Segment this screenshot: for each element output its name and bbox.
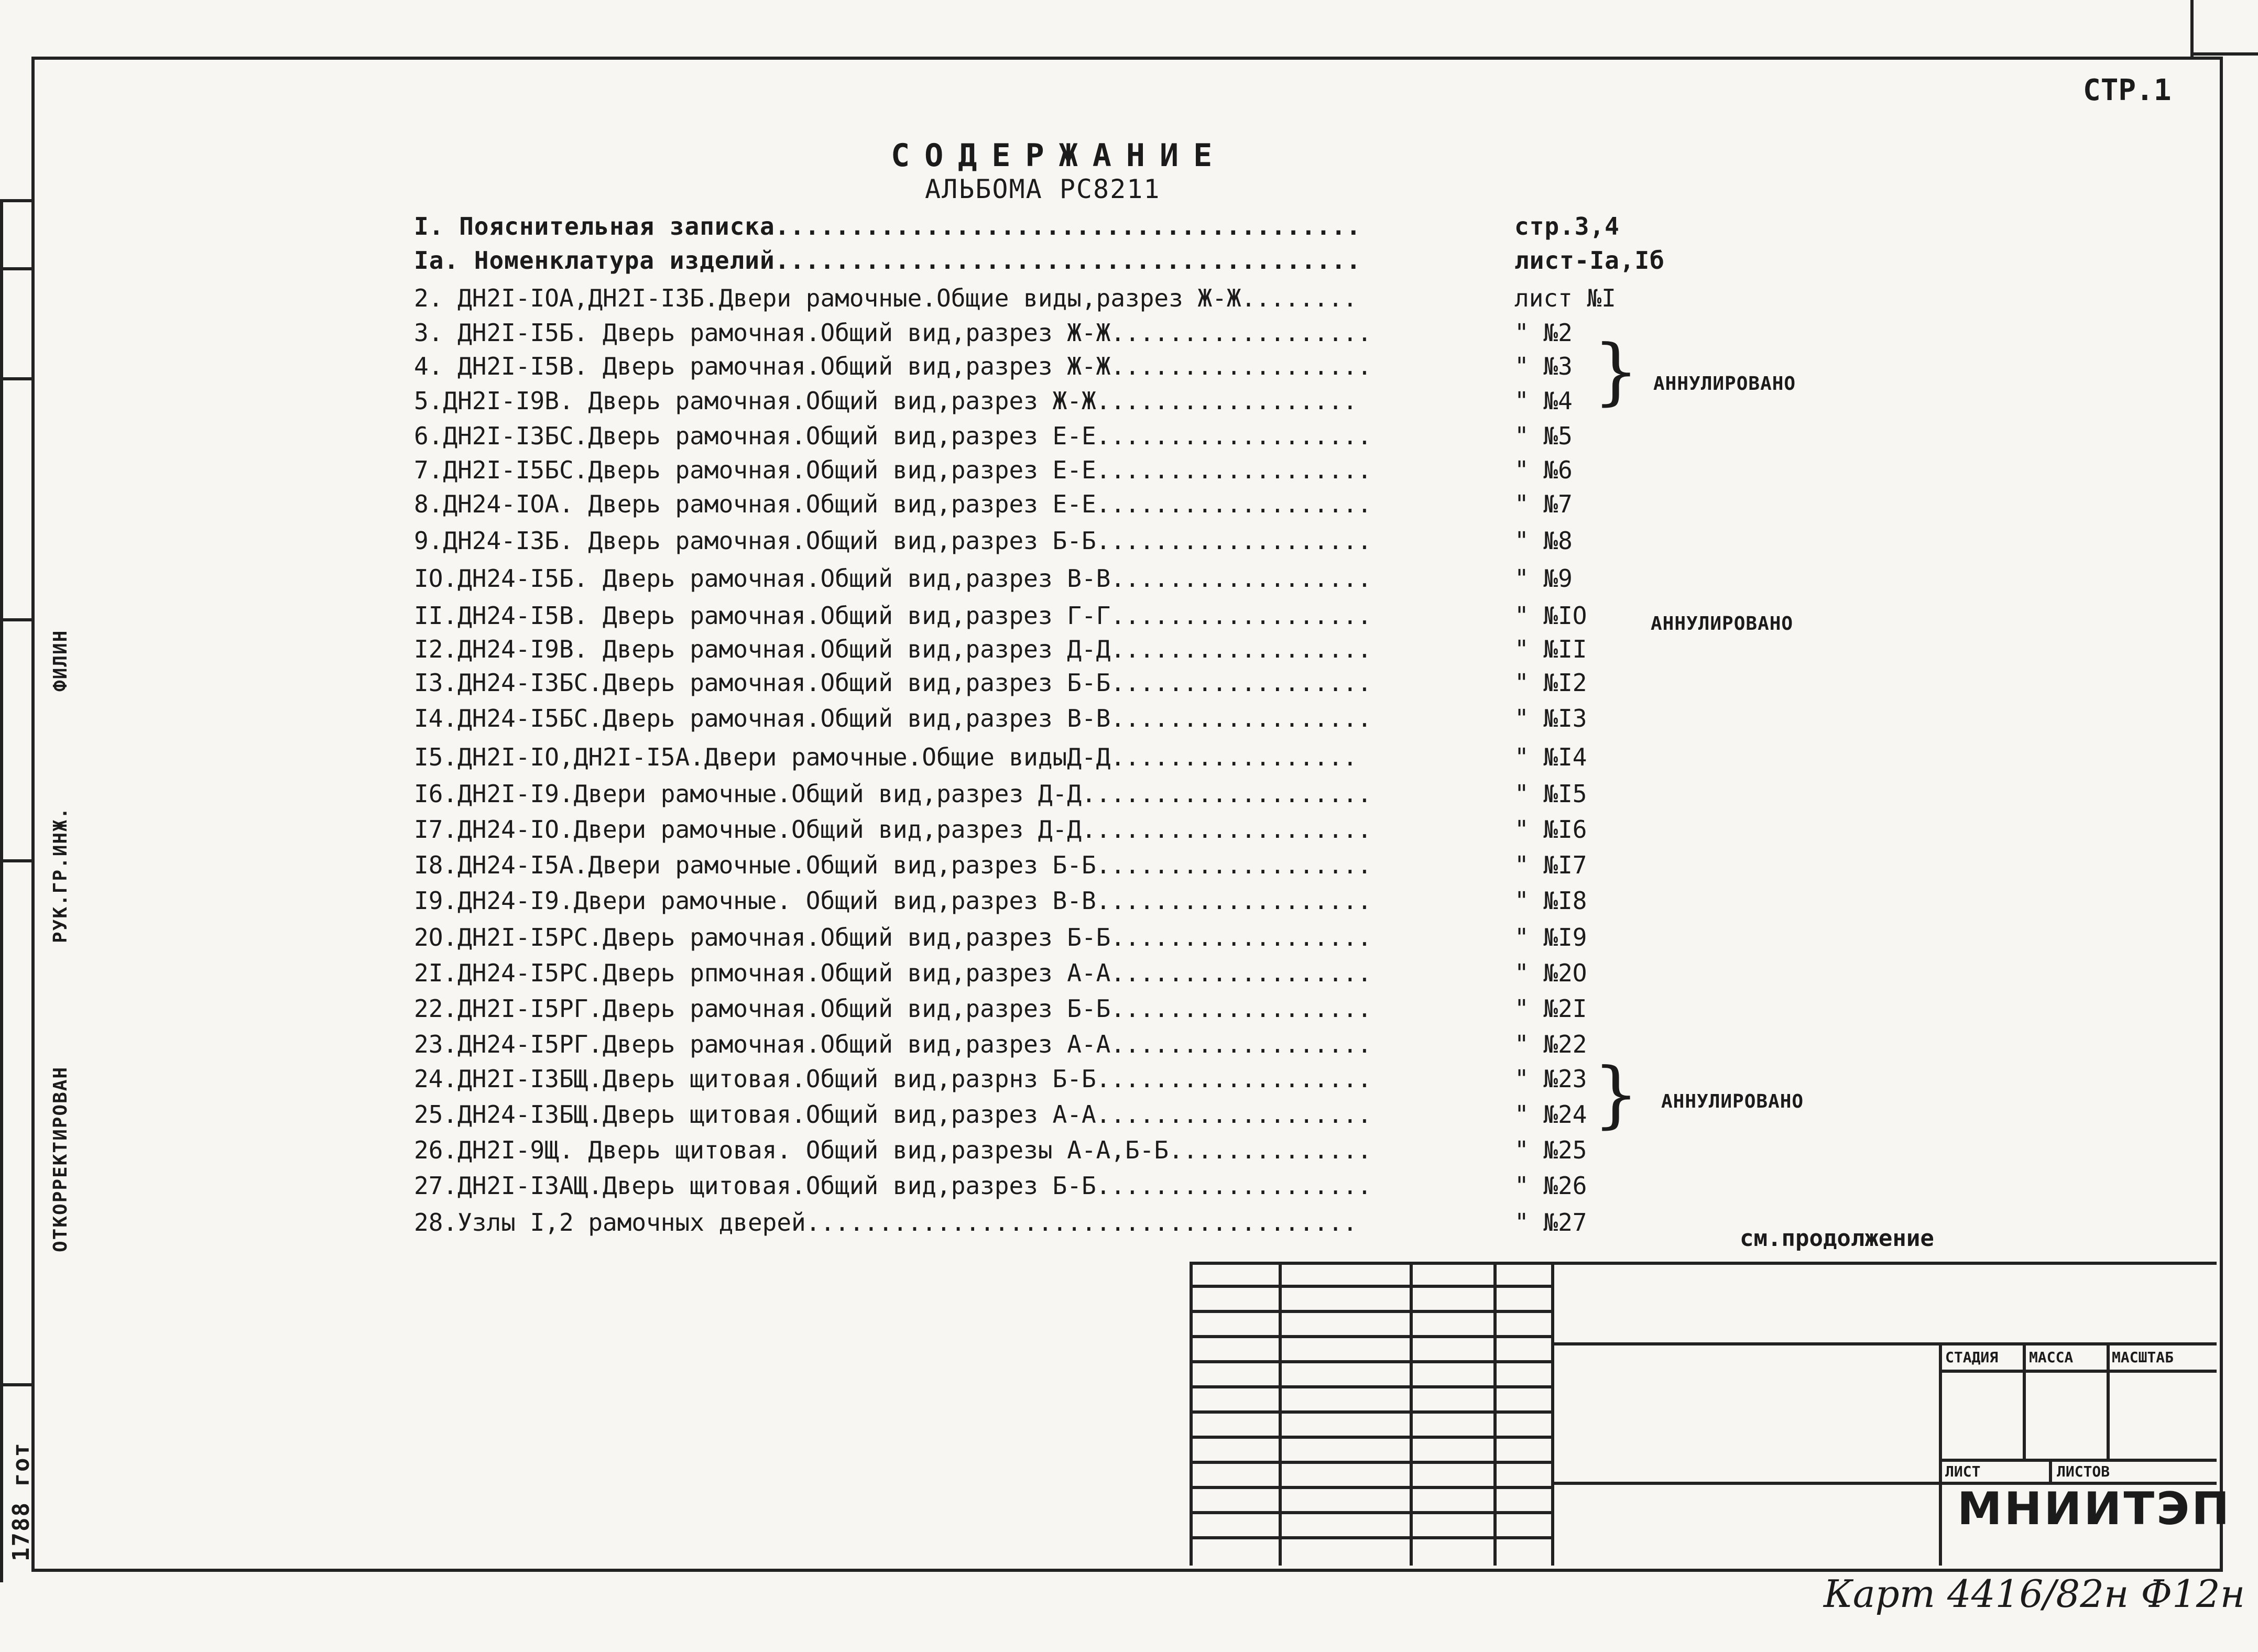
tb-row	[1939, 1370, 2217, 1373]
side-corrected-label: ОТКОРРЕКТИРОВАН	[50, 1066, 71, 1252]
tb-grid-row	[1190, 1385, 1551, 1388]
top-right-border-h	[2190, 52, 2258, 56]
toc-item-ref: " №II	[1514, 635, 1587, 663]
tb-stage-label: СТАДИЯ	[1945, 1349, 1999, 1366]
tb-grid-col	[1493, 1262, 1497, 1566]
toc-item	[414, 1172, 1656, 1204]
tb-left-line	[1190, 1262, 1193, 1566]
toc-item	[414, 1030, 1656, 1063]
toc-item-text: I6.ДН2I-I9.Двери рамочные.Общий вид,разрез Д-Д....................	[414, 780, 1372, 808]
toc-item-ref: " №27	[1514, 1208, 1587, 1237]
toc-item-ref: " №7	[1514, 490, 1573, 518]
left-margin-tick	[0, 199, 31, 202]
toc-item-text: 25.ДН24-I3БЩ.Дверь щитовая.Общий вид,разрез А-А...................	[414, 1100, 1372, 1129]
toc-item-ref: " №I2	[1514, 669, 1587, 697]
toc-item	[414, 527, 1656, 559]
page-subtitle: АЛЬБОМА РС8211	[925, 174, 1161, 204]
toc-item-text: 9.ДН24-I3Б. Дверь рамочная.Общий вид,разрез Б-Б...................	[414, 527, 1372, 555]
side-stamp-label: 1788 гот	[8, 1442, 35, 1561]
annul-brace: }	[1593, 1052, 1639, 1136]
toc-item-ref: " №25	[1514, 1136, 1587, 1164]
toc-item-ref: " №2О	[1514, 959, 1587, 987]
tb-grid-row	[1190, 1536, 1551, 1539]
left-margin-tick	[0, 618, 31, 621]
tb-top-line	[1190, 1262, 2217, 1265]
toc-item-text: I. Пояснительная записка.......................................	[414, 212, 1361, 240]
toc-item-ref: лист-Iа,Iб	[1514, 246, 1665, 275]
left-margin-tick	[0, 377, 31, 380]
toc-item	[414, 743, 1656, 775]
annul-label: АННУЛИРОВАНО	[1651, 613, 1794, 634]
toc-item-text: 3. ДН2I-I5Б. Дверь рамочная.Общий вид,разрез Ж-Ж..................	[414, 319, 1372, 347]
toc-item-text: Iа. Номенклатура изделий.......................................	[414, 246, 1361, 275]
tb-grid-row	[1190, 1436, 1551, 1439]
tb-scale-label: МАСШТАБ	[2112, 1349, 2174, 1366]
toc-item-ref: " №I5	[1514, 780, 1587, 808]
toc-item-ref: стр.3,4	[1514, 212, 1620, 240]
toc-item-text: 28.Узлы I,2 рамочных дверей......................................	[414, 1208, 1358, 1237]
toc-item-ref: " №I8	[1514, 887, 1587, 915]
toc-item	[414, 994, 1656, 1027]
toc-item-text: I2.ДН24-I9В. Дверь рамочная.Общий вид,разрез Д-Д..................	[414, 635, 1372, 663]
toc-item	[414, 212, 1656, 245]
toc-item-text: 7.ДН2I-I5БС.Дверь рамочная.Общий вид,разрез Е-Е...................	[414, 456, 1372, 484]
page-number: СТР.1	[2083, 73, 2172, 107]
toc-item-text: 24.ДН2I-I3БЩ.Дверь щитовая.Общий вид,разрнз Б-Б...................	[414, 1065, 1372, 1093]
archive-handwritten-note: Карт 4416/82н Ф12н	[1824, 1572, 2245, 1616]
toc-item-text: 4. ДН2I-I5В. Дверь рамочная.Общий вид,разрез Ж-Ж..................	[414, 352, 1372, 380]
toc-item	[414, 1065, 1656, 1097]
tb-grid-row	[1190, 1511, 1551, 1514]
toc-item-ref: " №I7	[1514, 851, 1587, 879]
tb-col	[2107, 1342, 2110, 1459]
toc-item	[414, 669, 1656, 701]
toc-item-ref: " №26	[1514, 1172, 1587, 1200]
tb-col	[1939, 1342, 1942, 1566]
toc-item-ref: " №4	[1514, 387, 1573, 415]
toc-item-ref: " №24	[1514, 1100, 1587, 1129]
toc-item-ref: " №8	[1514, 527, 1573, 555]
toc-item	[414, 319, 1656, 351]
annul-brace: }	[1593, 329, 1639, 413]
toc-item	[414, 601, 1656, 634]
toc-item	[414, 887, 1656, 919]
toc-item	[414, 1100, 1656, 1133]
tb-sheets-label: ЛИСТОВ	[2057, 1463, 2110, 1480]
toc-item-ref: " №I3	[1514, 704, 1587, 732]
tb-grid-row	[1190, 1335, 1551, 1338]
tb-grid-row	[1190, 1410, 1551, 1414]
left-margin-tick	[0, 1383, 31, 1386]
toc-item-text: I5.ДН2I-IО,ДН2I-I5А.Двери рамочные.Общие видыД-Д.................	[414, 743, 1358, 771]
toc-item-text: I3.ДН24-I3БС.Дверь рамочная.Общий вид,разрез Б-Б..................	[414, 669, 1372, 697]
toc-item	[414, 1136, 1656, 1168]
continued-note: см.продолжение	[1740, 1225, 1934, 1252]
toc-item-text: 6.ДН2I-I3БС.Дверь рамочная.Общий вид,разрез Е-Е...................	[414, 422, 1372, 450]
tb-grid-row	[1190, 1360, 1551, 1363]
left-margin-tick	[0, 859, 31, 862]
toc-item	[414, 959, 1656, 991]
tb-grid-col	[1551, 1262, 1554, 1566]
toc-item-ref: " №5	[1514, 422, 1573, 450]
toc-item-ref: лист №I	[1514, 284, 1616, 312]
toc-item	[414, 923, 1656, 956]
toc-item	[414, 456, 1656, 488]
side-name-label: ФИЛИН	[50, 629, 71, 692]
toc-item	[414, 564, 1656, 597]
tb-mass-label: МАССА	[2029, 1349, 2074, 1366]
annul-label: АННУЛИРОВАНО	[1653, 373, 1796, 395]
toc-item	[414, 284, 1656, 316]
toc-item-ref: " №3	[1514, 352, 1573, 380]
toc-item-text: 22.ДН2I-I5РГ.Дверь рамочная.Общий вид,разрез Б-Б..................	[414, 994, 1372, 1023]
toc-item-text: IО.ДН24-I5Б. Дверь рамочная.Общий вид,разрез В-В..................	[414, 564, 1372, 593]
toc-item	[414, 1208, 1656, 1241]
tb-row	[1551, 1342, 2217, 1345]
toc-item	[414, 704, 1656, 737]
tb-col	[2023, 1342, 2026, 1459]
toc-item-ref: " №6	[1514, 456, 1573, 484]
left-margin-tick	[0, 267, 31, 270]
left-margin-line	[0, 199, 3, 1582]
tb-grid-row	[1190, 1310, 1551, 1313]
tb-grid-col	[1279, 1262, 1282, 1566]
toc-item	[414, 422, 1656, 454]
toc-item	[414, 851, 1656, 883]
toc-item-text: 26.ДН2I-9Щ. Дверь щитовая. Общий вид,разрезы А-А,Б-Б..............	[414, 1136, 1372, 1164]
toc-item-ref: " №23	[1514, 1065, 1587, 1093]
tb-col	[2049, 1459, 2052, 1482]
toc-item-text: I8.ДН24-I5А.Двери рамочные.Общий вид,разрез Б-Б...................	[414, 851, 1372, 879]
toc-item-text: 27.ДН2I-I3АЩ.Дверь щитовая.Общий вид,разрез Б-Б...................	[414, 1172, 1372, 1200]
tb-grid-row	[1190, 1285, 1551, 1288]
toc-item-ref: " №IО	[1514, 601, 1587, 630]
toc-item	[414, 635, 1656, 668]
toc-item-text: 2О.ДН2I-I5РС.Дверь рамочная.Общий вид,разрез Б-Б..................	[414, 923, 1372, 951]
toc-item	[414, 780, 1656, 812]
toc-item-text: 8.ДН24-IОА. Дверь рамочная.Общий вид,разрез Е-Е...................	[414, 490, 1372, 518]
toc-item-text: I9.ДН24-I9.Двери рамочные. Общий вид,разрез В-В...................	[414, 887, 1372, 915]
toc-item	[414, 490, 1656, 522]
organization-name: МНИИТЭП	[1957, 1483, 2232, 1535]
toc-item-text: 2I.ДН24-I5РС.Дверь рпмочная.Общий вид,разрез А-А..................	[414, 959, 1372, 987]
toc-item-ref: " №I4	[1514, 743, 1587, 771]
toc-item-ref: " №I6	[1514, 815, 1587, 844]
toc-item-text: II.ДН24-I5В. Дверь рамочная.Общий вид,разрез Г-Г..................	[414, 601, 1372, 630]
tb-sheet-label: ЛИСТ	[1945, 1463, 1981, 1480]
toc-item-text: 5.ДН2I-I9В. Дверь рамочная.Общий вид,разрез Ж-Ж..................	[414, 387, 1358, 415]
toc-item-text: 2. ДН2I-IОА,ДН2I-I3Б.Двери рамочные.Общие виды,разрез Ж-Ж........	[414, 284, 1358, 312]
toc-item-ref: " №2	[1514, 319, 1573, 347]
toc-item-ref: " №2I	[1514, 994, 1587, 1023]
toc-item	[414, 815, 1656, 848]
toc-item	[414, 246, 1665, 279]
tb-row	[1939, 1459, 2217, 1462]
toc-item-ref: " №9	[1514, 564, 1573, 593]
page-title: СОДЕРЖАНИЕ	[891, 137, 1227, 174]
toc-item-ref: " №22	[1514, 1030, 1587, 1058]
top-right-border	[2190, 0, 2194, 57]
toc-item	[414, 387, 1656, 419]
tb-grid-row	[1190, 1486, 1551, 1489]
annul-label: АННУЛИРОВАНО	[1661, 1091, 1804, 1112]
toc-item	[414, 352, 1656, 385]
toc-item-text: 23.ДН24-I5РГ.Дверь рамочная.Общий вид,разрез А-А..................	[414, 1030, 1372, 1058]
tb-grid-row	[1190, 1461, 1551, 1464]
toc-item-text: I7.ДН24-IО.Двери рамочные.Общий вид,разрез Д-Д....................	[414, 815, 1372, 844]
tb-grid-col	[1410, 1262, 1413, 1566]
side-head-label: РУК.ГР.ИНЖ.	[50, 806, 71, 943]
toc-item-ref: " №I9	[1514, 923, 1587, 951]
toc-item-text: I4.ДН24-I5БС.Дверь рамочная.Общий вид,разрез В-В..................	[414, 704, 1372, 732]
